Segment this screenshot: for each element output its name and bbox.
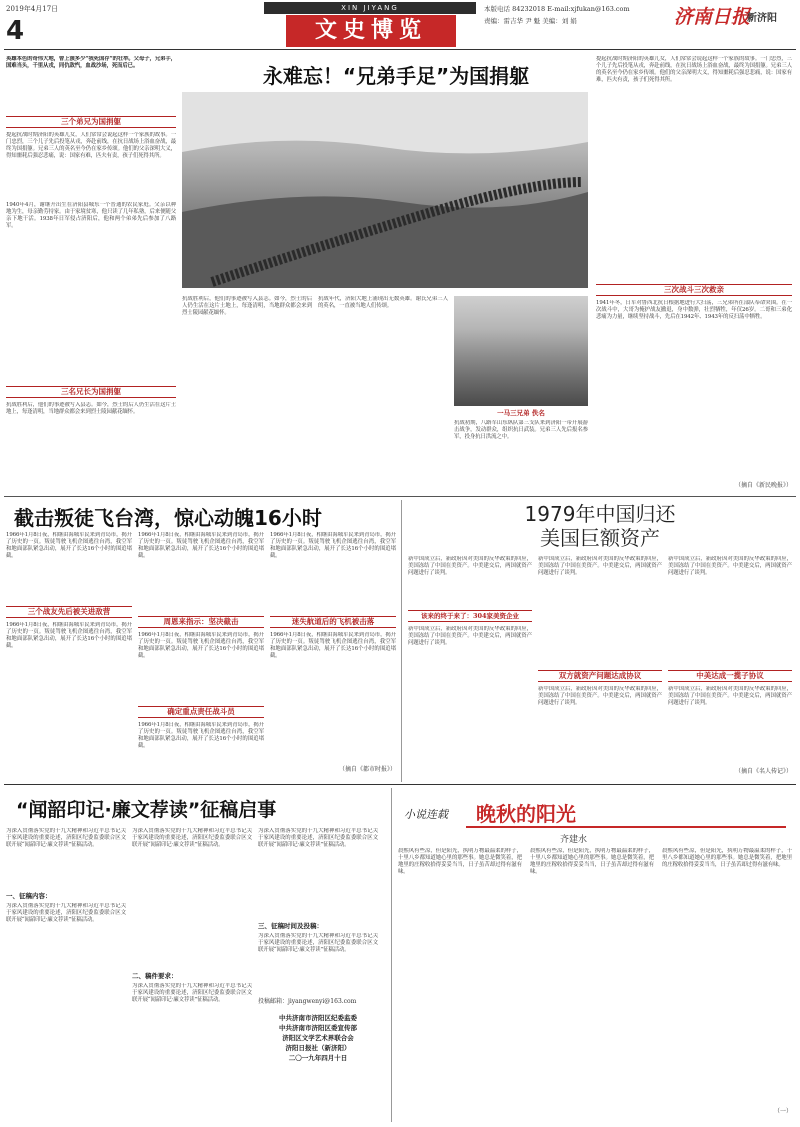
article1-rule bbox=[4, 496, 796, 497]
article3-subhead-3: 中美达成一揽子协议 bbox=[668, 670, 792, 682]
notice-body-5: 为深入贯彻落实党的十九大精神和习近平总书记关于家风建设的重要论述，济阳区纪委监委联合区文联开展“闻韶印记·廉文荐读”征稿活动。 bbox=[258, 828, 378, 849]
article2-col1 bbox=[6, 532, 132, 778]
article1-intro: 英雄本色的奇伟大地，曾上演多少“我死国存”的壮举。父母子，兄弟手，国难当头，千里从戎，同仇敌忾，血战沙场，死而后已。 bbox=[6, 56, 176, 70]
article1-col5: 提起抗战时期济阳的英雄儿女，人们常常会说起这样一个家族的故事。一门忠烈，三个儿子先后投笔从戎，奔赴前线，在抗日战场上浴血奋战，最终为国捐躯。兄弟三人的英名至今仍在家乡传颂。他们的父亲深明大义，得知噩耗后强忍悲痛，说：国家有难，匹夫有责，孩子们死得其所。 bbox=[596, 56, 792, 84]
article2-body-6: 1966年1月8日夜，相继由海城军民来到青岛市，揭开了历史的一页。叛徒驾驶飞机企图逃往台湾，我空军和地面部队紧急出动，展开了长达16个小时的围追堵截。 bbox=[270, 532, 396, 560]
article1-col1 bbox=[6, 116, 176, 492]
article2-body-3: 1966年1月8日夜，相继由海城军民来到青岛市，揭开了历史的一页。叛徒驾驶飞机企图逃往台湾，我空军和地面部队紧急出动，展开了长达16个小时的围追堵截。 bbox=[138, 532, 264, 560]
story-end-mark: （一） bbox=[773, 1108, 792, 1115]
article2-body-4: 1966年1月8日夜，相继由海城军民来到青岛市，揭开了历史的一页。叛徒驾驶飞机企图逃往台湾，我空军和地面部队紧急出动，展开了长达16个小时的围追堵截。 bbox=[138, 632, 264, 660]
notice-subhead-3: 三、征稿时间及投稿： bbox=[258, 922, 323, 930]
paper-name: 济南日报 bbox=[674, 6, 751, 28]
article3-col3 bbox=[668, 556, 792, 778]
article2-subhead-3: 迷失航道后的飞机被击落 bbox=[270, 616, 396, 628]
notice-body-6: 为深入贯彻落实党的十九大精神和习近平总书记关于家风建设的重要论述，济阳区纪委监委联合区文联开展“闻韶印记·廉文荐读”征稿活动。 bbox=[258, 933, 378, 954]
article1-col4: 抗战初期，八路军山东纵队第三支队来到济阳一带开展游击战争，发动群众，组织抗日武装。兄弟三人先后报名参军，投身抗日洪流之中。 bbox=[454, 420, 588, 441]
article3-body-6: 新中国成立后，新政府因对美国的反华政策的回应，美国冻结了中国在美资产。中美建交后，两国就资产问题进行了谈判。 bbox=[668, 686, 792, 707]
article2-article3-divider bbox=[401, 500, 402, 782]
article1-col3: 抗战年代，济阳大地上涌现出无数英雄。谢氏兄弟三人的英名，一直被当地人们传颂。 bbox=[318, 296, 448, 310]
article3-body-5: 新中国成立后，新政府因对美国的反华政策的回应，美国冻结了中国在美资产。中美建交后，两国就资产问题进行了谈判。 bbox=[668, 556, 792, 577]
article1-subhead-4: 三次战斗三次救亲 bbox=[596, 284, 792, 296]
bottom-section-rule bbox=[4, 784, 796, 785]
page-number: 4 bbox=[6, 16, 25, 46]
march-scene-illustration bbox=[182, 92, 588, 288]
notice-email: 投稿邮箱：jiyangwenyi@163.com bbox=[258, 998, 357, 1005]
header-rule bbox=[4, 49, 796, 50]
article1-source: （摘自《新民晚报》） bbox=[734, 482, 792, 489]
notice-col1 bbox=[6, 828, 126, 1120]
article2-body-1: 1966年1月8日夜，相继由海城军民来到青岛市，揭开了历史的一页。叛徒驾驶飞机企图逃往台湾，我空军和地面部队紧急出动，展开了长达16个小时的围追堵截。 bbox=[6, 532, 132, 560]
notice-organizers: 中共济南市济阳区纪委监委 中共济南市济阳区委宣传部 济阳区文学艺术界联合会 济阳日报社（新济阳） 二〇一九年四月十日 bbox=[279, 1014, 357, 1062]
photo-caption: 一马三兄弟 佚名 bbox=[497, 409, 545, 417]
notice-story-divider bbox=[391, 788, 392, 1122]
notice-subhead-1: 一、征稿内容： bbox=[6, 892, 52, 900]
masthead-title: 文史博览 bbox=[314, 18, 427, 43]
article1-subhead-1: 三个弟兄为国捐躯 bbox=[6, 116, 176, 128]
article1-body-6: 1941年冬，日军对鲁西北抗日根据地进行大扫荡，三兄弟所在部队奉命突围。在一次战斗中，大哥为掩护战友撤退，身中数弹，壮烈牺牲，年仅26岁。二哥和三弟化悲痛为力量，继续坚持战斗，先后在1942年、1943年的反扫荡中牺牲。 bbox=[596, 300, 792, 321]
article3-body-1: 新中国成立后，新政府因对美国的反华政策的回应，美国冻结了中国在美资产。中美建交后，两国就资产问题进行了谈判。 bbox=[408, 556, 532, 577]
paper-subname: 新济阳 bbox=[747, 13, 777, 24]
article2-title: 截击叛徒飞台湾，惊心动魄16小时 bbox=[14, 506, 322, 530]
editors-line: 责编：雷吉华 尹 魁 美编：刘 娟 bbox=[484, 17, 577, 25]
article2-body-5: 1966年1月8日夜，相继由海城军民来到青岛市，揭开了历史的一页。叛徒驾驶飞机企图逃往台湾，我空军和地面部队紧急出动，展开了长达16个小时的围追堵截。 bbox=[138, 722, 264, 750]
story-col3 bbox=[662, 848, 792, 1120]
article2-body-7: 1966年1月8日夜，相继由海城军民来到青岛市，揭开了历史的一页。叛徒驾驶飞机企图逃往台湾，我空军和地面部队紧急出动，展开了长达16个小时的围追堵截。 bbox=[270, 632, 396, 660]
article1-subhead-2: 三名兄长为国捐躯 bbox=[6, 386, 176, 398]
article2-subhead-4: 确定重点责任战斗员 bbox=[138, 706, 264, 718]
notice-title: “闻韶印记·廉文荐读”征稿启事 bbox=[16, 799, 277, 821]
article3-body-3: 新中国成立后，新政府因对美国的反华政策的回应，美国冻结了中国在美资产。中美建交后，两国就资产问题进行了谈判。 bbox=[538, 556, 662, 577]
article2-source: （摘自《都市时报》） bbox=[338, 766, 396, 773]
notice-body-2: 为深入贯彻落实党的十九大精神和习近平总书记关于家风建设的重要论述，济阳区纪委监委联合区文联开展“闻韶印记·廉文荐读”征稿活动。 bbox=[6, 903, 126, 924]
story-column-label: 小说连载 bbox=[404, 808, 448, 821]
article1-title: 永难忘！“兄弟手足”为国捐躯 bbox=[262, 64, 530, 88]
story-title-bar bbox=[466, 798, 786, 828]
notice-subhead-2: 二、稿件要求： bbox=[132, 972, 178, 980]
soldiers-photo-small bbox=[454, 296, 588, 406]
article2-subhead-2: 周恩来指示：坚决截击 bbox=[138, 616, 264, 628]
article3-col1 bbox=[408, 556, 532, 778]
issue-date: 2019年4月17日 bbox=[6, 5, 59, 13]
notice-body-1: 为深入贯彻落实党的十九大精神和习近平总书记关于家风建设的重要论述，济阳区纪委监委联合区文联开展“闻韶印记·廉文荐读”征稿活动。 bbox=[6, 828, 126, 849]
edition-name: XIN JIYANG bbox=[341, 4, 399, 12]
story-col1: 晨熙风有些凉，但是阳光，执明万物最温柔的样子，十里八乡都知道她心里的那些事。她总是微笑着，把地里的庄稼收拾得妥妥当当，日子虽苦却过得有滋有味。 bbox=[398, 848, 522, 876]
edition-banner bbox=[264, 2, 476, 14]
story-title: 晚秋的阳光 bbox=[476, 802, 576, 826]
story-col2: 晨熙风有些凉，但是阳光，执明万物最温柔的样子，十里八乡都知道她心里的那些事。她总是微笑着，把地里的庄稼收拾得妥妥当当，日子虽苦却过得有滋有味。 bbox=[530, 848, 654, 876]
article2-subhead-1: 三个战友先后被关进敌营 bbox=[6, 606, 132, 618]
article3-title: 1979年中国归还 美国巨额资产 bbox=[524, 502, 676, 550]
notice-body-4: 为深入贯彻落实党的十九大精神和习近平总书记关于家风建设的重要论述，济阳区纪委监委联合区文联开展“闻韶印记·廉文荐读”征稿活动。 bbox=[132, 983, 252, 1004]
page-header bbox=[0, 0, 800, 50]
article3-body-4: 新中国成立后，新政府因对美国的反华政策的回应，美国冻结了中国在美资产。中美建交后，两国就资产问题进行了谈判。 bbox=[538, 686, 662, 707]
article3-body-2: 新中国成立后，新政府因对美国的反华政策的回应，美国冻结了中国在美资产。中美建交后，两国就资产问题进行了谈判。 bbox=[408, 626, 532, 647]
story-body-3: 晨熙风有些凉，但是阳光，执明万物最温柔的样子，十里八乡都知道她心里的那些事。她总是微笑着，把地里的庄稼收拾得妥妥当当，日子虽苦却过得有滋有味。 bbox=[662, 848, 792, 869]
notice-col2 bbox=[132, 828, 252, 1120]
article1-body-2: 1940年4月，谢继升出生在济阳县城东一个普通的农民家庭。父亲以种地为生，母亲勤劳持家。由于家境贫寒，他只读了几年私塾，后来便随父亲下地干活。1938年日军侵占济阳后，他和两个弟弟先后参加了八路军。 bbox=[6, 202, 176, 230]
article1-col6 bbox=[596, 284, 792, 492]
article1-body-1: 提起抗战时期济阳的英雄儿女，人们常常会说起这样一个家族的故事。一门忠烈，三个儿子先后投笔从戎，奔赴前线，在抗日战场上浴血奋战，最终为国捐躯。兄弟三人的英名至今仍在家乡传颂。他们的父亲深明大义，得知噩耗后强忍悲痛，说：国家有难，匹夫有责，孩子们死得其所。 bbox=[6, 132, 176, 160]
article1-col2: 抗战胜利后，他们的事迹被写入县志。如今，烈士的后人仍生活在这片土地上，每逢清明，当地群众都会来到烈士陵园献花缅怀。 bbox=[182, 296, 312, 317]
article2-col2 bbox=[138, 532, 264, 778]
story-author: 齐建水 bbox=[560, 835, 588, 845]
article2-col3 bbox=[270, 532, 396, 778]
article3-source: （摘自《名人传记》） bbox=[734, 768, 792, 775]
article3-col2 bbox=[538, 556, 662, 778]
notice-col3 bbox=[258, 828, 378, 1120]
article1-body-3: 抗战胜利后，他们的事迹被写入县志。如今，烈士的后人仍生活在这片土地上，每逢清明，当地群众都会来到烈士陵园献花缅怀。 bbox=[6, 402, 176, 416]
masthead-box bbox=[286, 15, 456, 47]
marching-soldiers-photo bbox=[182, 92, 588, 288]
article2-body-2: 1966年1月8日夜，相继由海城军民来到青岛市，揭开了历史的一页。叛徒驾驶飞机企图逃往台湾，我空军和地面部队紧急出动，展开了长达16个小时的围追堵截。 bbox=[6, 622, 132, 650]
article3-subhead-1: 该来的终于来了：304家美资企业 bbox=[408, 610, 532, 622]
article3-subhead-2: 双方就资产问题达成协议 bbox=[538, 670, 662, 682]
notice-body-3: 为深入贯彻落实党的十九大精神和习近平总书记关于家风建设的重要论述，济阳区纪委监委联合区文联开展“闻韶印记·廉文荐读”征稿活动。 bbox=[132, 828, 252, 849]
contact-line: 本版电话 84232018 E-mail:xjfukan@163.com bbox=[484, 5, 630, 13]
